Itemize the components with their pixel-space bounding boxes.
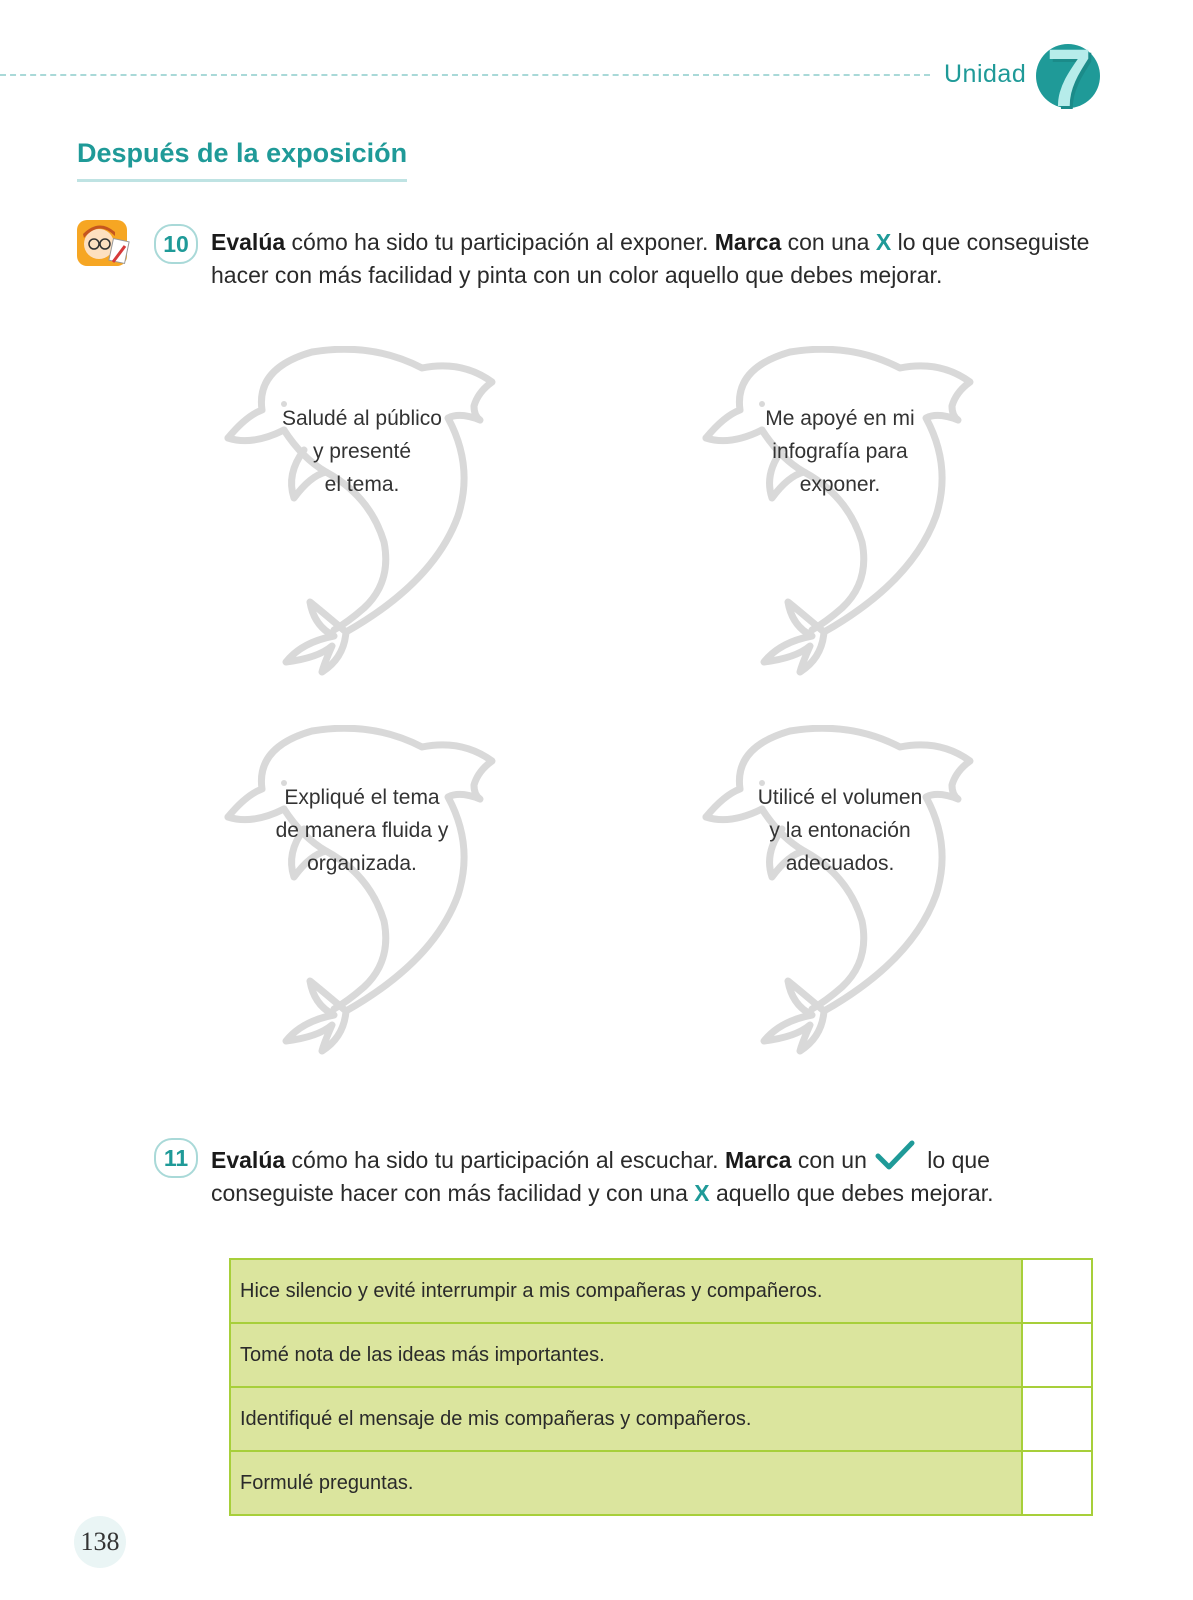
question-10-text	[211, 226, 1091, 292]
dolphin-outline-icon	[222, 346, 512, 676]
dolphin-outline-icon	[700, 725, 990, 1055]
dolphin-label-1	[252, 402, 472, 501]
q11-text-2: con un	[791, 1147, 867, 1173]
dolphin-1-line-2: y presenté	[312, 440, 412, 463]
section-title: Después de la exposición	[77, 138, 407, 182]
dolphin-4-line-3: adecuados.	[785, 852, 895, 875]
dolphin-outline-icon	[222, 725, 512, 1055]
unit-number: 7	[1046, 33, 1092, 124]
q10-text-2: con una	[781, 229, 876, 255]
table-row	[231, 1324, 1091, 1388]
dolphin-label-2	[730, 402, 950, 501]
q10-verb-evalua: Evalúa	[211, 229, 286, 255]
unit-badge	[1030, 34, 1100, 124]
table-row	[231, 1388, 1091, 1452]
q10-text-1: cómo ha sido tu participación al exponer.	[285, 229, 715, 255]
checkmark-icon	[875, 1140, 915, 1172]
checklist-answer-box[interactable]	[1023, 1260, 1091, 1322]
table-row	[231, 1452, 1091, 1514]
question-10-number: 10	[154, 224, 198, 264]
dolphin-1-line-1: Saludé al público	[282, 407, 442, 430]
listening-checklist-table	[229, 1258, 1093, 1516]
checklist-item-text: Tomé nota de las ideas más importantes.	[231, 1324, 1023, 1386]
dolphin-2-line-3: exponer.	[799, 473, 881, 496]
checklist-item-text: Hice silencio y evité interrumpir a mis compañeras y compañeros.	[231, 1260, 1023, 1322]
q11-verb-marca: Marca	[724, 1147, 792, 1173]
dolphin-3-line-3: organizada.	[307, 852, 417, 875]
student-avatar-icon	[75, 218, 133, 270]
q11-text-4: aquello que debes mejorar.	[709, 1180, 994, 1206]
unit-label: Unidad	[944, 60, 1027, 88]
header-dashed-line	[0, 74, 930, 76]
checklist-answer-box[interactable]	[1023, 1324, 1091, 1386]
dolphin-2-line-2: infografía para	[772, 440, 908, 463]
q11-text-1: cómo ha sido tu participación al escuchar.	[285, 1147, 725, 1173]
q11-verb-evalua: Evalúa	[211, 1147, 286, 1173]
dolphin-label-4	[730, 781, 950, 880]
q11-text-3: lo que conseguiste hacer con más facilidad y con una	[211, 1147, 990, 1206]
dolphin-3-line-2: de manera fluida y	[275, 819, 449, 842]
dolphin-label-3	[252, 781, 472, 880]
question-11-number: 11	[154, 1138, 198, 1178]
dolphin-card-2[interactable]	[700, 346, 990, 676]
page-number: 138	[74, 1516, 126, 1568]
q11-x-mark: X	[694, 1180, 710, 1206]
q10-verb-marca: Marca	[714, 229, 782, 255]
table-row	[231, 1260, 1091, 1324]
q10-text-3: lo que conseguiste hacer con más facilidad y pinta con un color aquello que debes mejorar.	[211, 229, 1090, 288]
dolphin-card-1[interactable]	[222, 346, 512, 676]
dolphin-card-3[interactable]	[222, 725, 512, 1055]
checklist-answer-box[interactable]	[1023, 1452, 1091, 1514]
dolphin-card-4[interactable]	[700, 725, 990, 1055]
dolphin-2-line-1: Me apoyé en mi	[765, 407, 915, 430]
checklist-item-text: Formulé preguntas.	[231, 1452, 1023, 1514]
checklist-item-text: Identifiqué el mensaje de mis compañeras y compañeros.	[231, 1388, 1023, 1450]
dolphin-4-line-1: Utilicé el volumen	[757, 786, 923, 809]
q10-x-mark: X	[875, 229, 892, 255]
question-11-text	[211, 1140, 1091, 1210]
dolphin-outline-icon	[700, 346, 990, 676]
dolphin-1-line-3: el tema.	[324, 473, 400, 496]
dolphin-4-line-2: y la entonación	[769, 819, 911, 842]
checklist-answer-box[interactable]	[1023, 1388, 1091, 1450]
dolphin-3-line-1: Expliqué el tema	[284, 786, 440, 809]
